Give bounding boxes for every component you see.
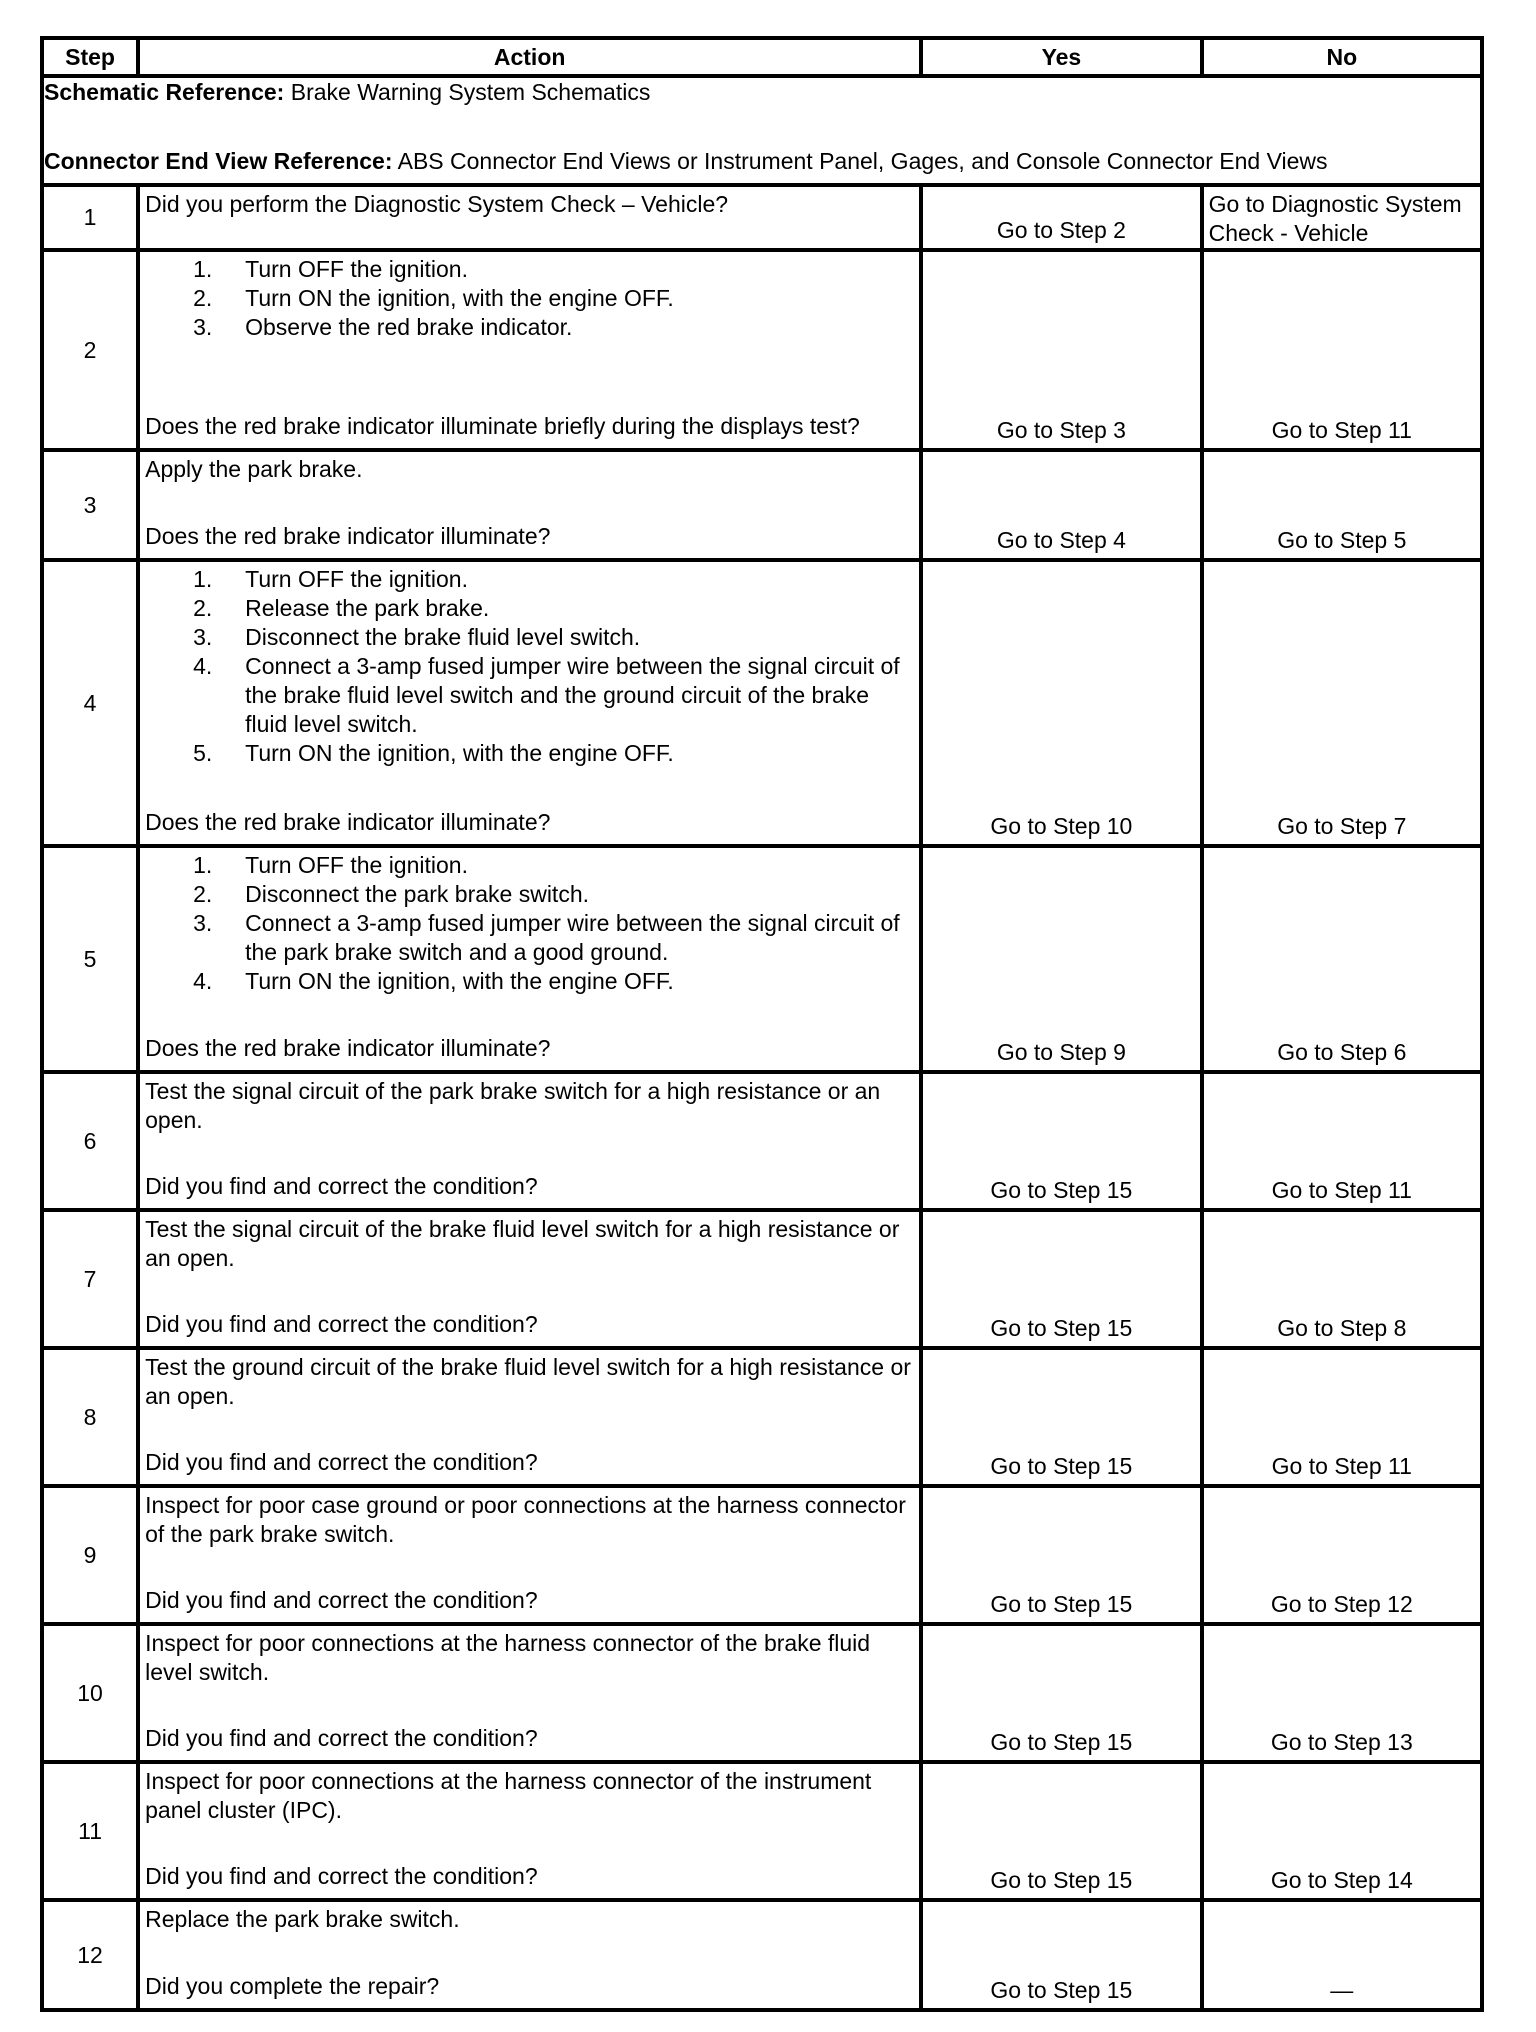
table-row	[42, 185, 1482, 250]
table-row	[42, 450, 1482, 560]
no-result[interactable]: Go to Step 7	[1202, 560, 1482, 846]
header-no: No	[1202, 38, 1482, 76]
header-step: Step	[42, 38, 138, 76]
action-cell	[138, 1762, 921, 1900]
table-row	[42, 1348, 1482, 1486]
yes-result[interactable]: Go to Step 2	[921, 185, 1201, 250]
action-instruction: Replace the park brake switch.	[145, 1906, 460, 1932]
table-row	[42, 846, 1482, 1072]
action-instruction: Inspect for poor connections at the harness connector of the brake fluid level switch.	[145, 1630, 871, 1685]
action-question: Does the red brake indicator illuminate?	[145, 809, 551, 835]
table-row	[42, 1210, 1482, 1348]
schematic-reference-value[interactable]: Brake Warning System Schematics	[284, 79, 651, 105]
substep-item: Turn ON the ignition, with the engine OFF.	[245, 285, 674, 311]
substep-item: Observe the red brake indicator.	[245, 314, 573, 340]
connector-reference-label: Connector End View Reference:	[44, 148, 393, 174]
substep-item: Release the park brake.	[245, 595, 490, 621]
step-number: 10	[42, 1624, 138, 1762]
action-cell	[138, 1072, 921, 1210]
action-cell	[138, 1348, 921, 1486]
no-result[interactable]: Go to Step 12	[1202, 1486, 1482, 1624]
step-number: 11	[42, 1762, 138, 1900]
yes-result[interactable]: Go to Step 15	[921, 1624, 1201, 1762]
action-cell	[138, 250, 921, 450]
yes-result[interactable]: Go to Step 4	[921, 450, 1201, 560]
action-instruction: Inspect for poor connections at the harness connector of the instrument panel cluster (IPC).	[145, 1768, 872, 1823]
action-instruction: Did you perform the Diagnostic System Check – Vehicle?	[145, 191, 729, 217]
action-instruction: Inspect for poor case ground or poor connections at the harness connector of the park brake switch.	[145, 1492, 906, 1547]
action-question: Did you find and correct the condition?	[145, 1173, 538, 1199]
step-number: 3	[42, 450, 138, 560]
header-action: Action	[138, 38, 921, 76]
no-result[interactable]: Go to Step 11	[1202, 1348, 1482, 1486]
header-row	[42, 38, 1482, 76]
reference-cell	[42, 76, 1482, 185]
no-result[interactable]: —	[1202, 1900, 1482, 2010]
action-instruction: Test the signal circuit of the park brake switch for a high resistance or an open.	[145, 1078, 881, 1133]
yes-result[interactable]: Go to Step 15	[921, 1486, 1201, 1624]
no-result[interactable]: Go to Step 11	[1202, 250, 1482, 450]
step-number: 12	[42, 1900, 138, 2010]
step-number: 7	[42, 1210, 138, 1348]
table-row	[42, 560, 1482, 846]
action-question: Did you complete the repair?	[145, 1973, 440, 1999]
step-number: 6	[42, 1072, 138, 1210]
table-row	[42, 1762, 1482, 1900]
substep-item: Connect a 3-amp fused jumper wire between the signal circuit of the park brake switch and a good ground.	[245, 910, 900, 965]
no-result[interactable]: Go to Step 6	[1202, 846, 1482, 1072]
action-question: Does the red brake indicator illuminate?	[145, 523, 551, 549]
yes-result[interactable]: Go to Step 9	[921, 846, 1201, 1072]
substep-item: Turn OFF the ignition.	[245, 256, 468, 282]
header-yes: Yes	[921, 38, 1201, 76]
step-number: 1	[42, 185, 138, 250]
action-cell	[138, 1486, 921, 1624]
step-number: 9	[42, 1486, 138, 1624]
yes-result[interactable]: Go to Step 10	[921, 560, 1201, 846]
step-number: 8	[42, 1348, 138, 1486]
no-result[interactable]: Go to Step 11	[1202, 1072, 1482, 1210]
action-instruction: Test the signal circuit of the brake fluid level switch for a high resistance or an open.	[145, 1216, 900, 1271]
schematic-reference-label: Schematic Reference:	[44, 79, 285, 105]
yes-result[interactable]: Go to Step 15	[921, 1072, 1201, 1210]
yes-result[interactable]: Go to Step 15	[921, 1762, 1201, 1900]
action-cell	[138, 1900, 921, 2010]
table-row	[42, 1072, 1482, 1210]
reference-row	[42, 76, 1482, 185]
action-cell	[138, 450, 921, 560]
substep-item: Turn ON the ignition, with the engine OFF.	[245, 968, 674, 994]
table-row	[42, 1624, 1482, 1762]
substep-list	[193, 851, 915, 996]
step-number: 2	[42, 250, 138, 450]
no-result[interactable]: Go to Diagnostic System Check - Vehicle	[1202, 185, 1482, 250]
action-instruction: Apply the park brake.	[145, 456, 363, 482]
diagnostic-table	[40, 36, 1484, 2012]
substep-list	[193, 565, 915, 768]
action-question: Did you find and correct the condition?	[145, 1863, 538, 1889]
action-question: Did you find and correct the condition?	[145, 1587, 538, 1613]
action-question: Does the red brake indicator illuminate?	[145, 1035, 551, 1061]
action-cell	[138, 185, 921, 250]
substep-item: Turn OFF the ignition.	[245, 566, 468, 592]
no-result[interactable]: Go to Step 13	[1202, 1624, 1482, 1762]
yes-result[interactable]: Go to Step 15	[921, 1900, 1201, 2010]
connector-reference	[44, 147, 1480, 176]
table-row	[42, 1900, 1482, 2010]
schematic-reference	[44, 78, 1480, 107]
yes-result[interactable]: Go to Step 15	[921, 1210, 1201, 1348]
action-cell	[138, 1624, 921, 1762]
table-row	[42, 250, 1482, 450]
no-result[interactable]: Go to Step 8	[1202, 1210, 1482, 1348]
action-question: Did you find and correct the condition?	[145, 1449, 538, 1475]
action-cell	[138, 846, 921, 1072]
no-result[interactable]: Go to Step 5	[1202, 450, 1482, 560]
yes-result[interactable]: Go to Step 15	[921, 1348, 1201, 1486]
substep-item: Connect a 3-amp fused jumper wire between the signal circuit of the brake fluid level switch and the ground circuit of the brake fluid level switch.	[245, 653, 900, 737]
table-row	[42, 1486, 1482, 1624]
substep-item: Disconnect the brake fluid level switch.	[245, 624, 641, 650]
substep-item: Turn ON the ignition, with the engine OFF.	[245, 740, 674, 766]
yes-result[interactable]: Go to Step 3	[921, 250, 1201, 450]
substep-list	[193, 255, 915, 342]
action-instruction: Test the ground circuit of the brake fluid level switch for a high resistance or an open.	[145, 1354, 911, 1409]
action-question: Did you find and correct the condition?	[145, 1311, 538, 1337]
step-number: 5	[42, 846, 138, 1072]
step-number: 4	[42, 560, 138, 846]
action-cell	[138, 560, 921, 846]
action-cell	[138, 1210, 921, 1348]
substep-item: Turn OFF the ignition.	[245, 852, 468, 878]
substep-item: Disconnect the park brake switch.	[245, 881, 590, 907]
no-result[interactable]: Go to Step 14	[1202, 1762, 1482, 1900]
action-question: Did you find and correct the condition?	[145, 1725, 538, 1751]
action-question: Does the red brake indicator illuminate briefly during the displays test?	[145, 413, 860, 439]
connector-reference-value[interactable]: ABS Connector End Views or Instrument Panel, Gages, and Console Connector End Views	[392, 148, 1328, 174]
